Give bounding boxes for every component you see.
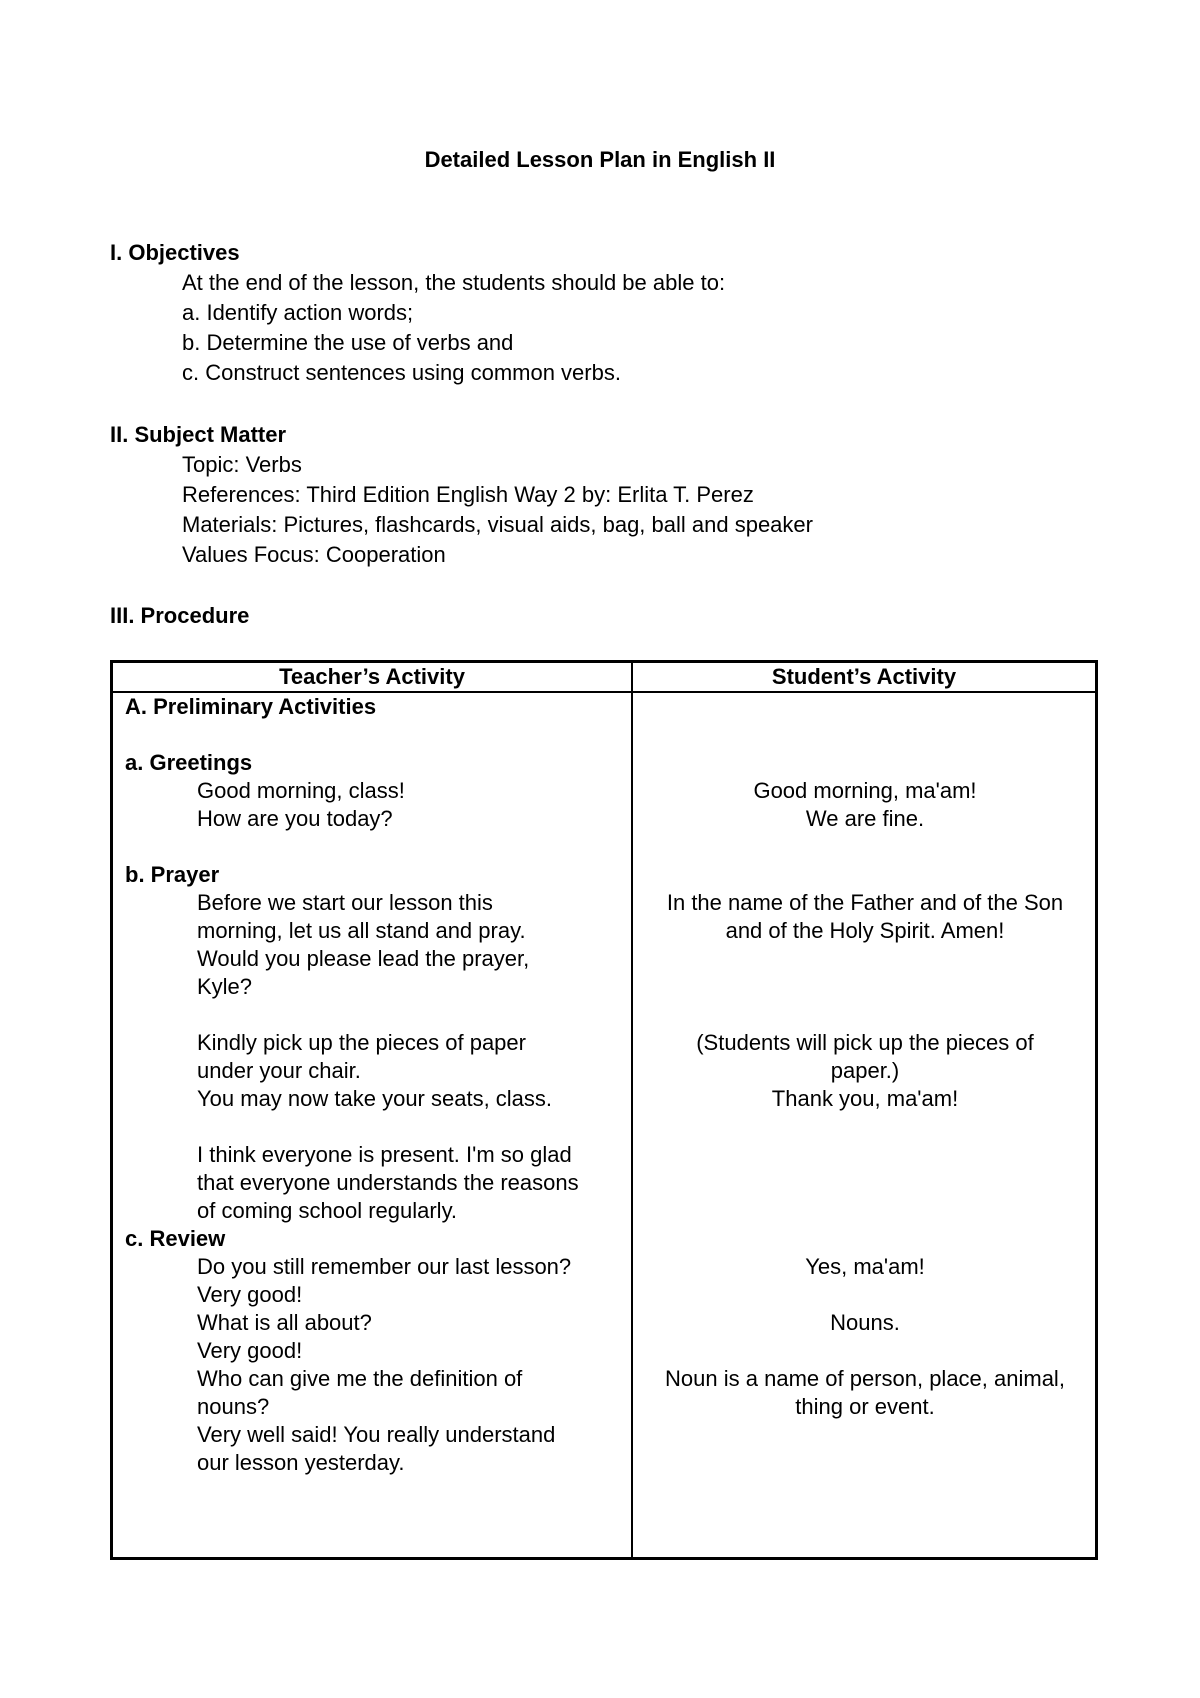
teacher-line: morning, let us all stand and pray. bbox=[197, 918, 526, 943]
teacher-line: nouns? bbox=[197, 1394, 270, 1419]
student-line: (Students will pick up the pieces of bbox=[696, 1030, 1034, 1055]
greetings-student-text bbox=[639, 777, 1091, 833]
teacher-line: I think everyone is present. I'm so glad bbox=[197, 1142, 572, 1167]
teacher-line: Good morning, class! bbox=[197, 778, 405, 803]
teacher-line: that everyone understands the reasons bbox=[197, 1170, 579, 1195]
teacher-line: of coming school regularly. bbox=[197, 1198, 458, 1223]
student-line: We are fine. bbox=[805, 806, 925, 831]
prayer-teacher-text-2 bbox=[197, 1029, 617, 1085]
student-line: Good morning, ma'am! bbox=[753, 778, 977, 803]
subject-matter-section bbox=[110, 420, 1110, 570]
teacher-line: under your chair. bbox=[197, 1058, 361, 1083]
prayer-teacher-text-4 bbox=[197, 1141, 617, 1225]
student-line: Noun is a name of person, place, animal, bbox=[665, 1366, 1065, 1391]
prayer-student-text-2 bbox=[639, 1029, 1091, 1085]
review-student-answer-1: Yes, ma'am! bbox=[805, 1254, 925, 1279]
objectives-line: b. Determine the use of verbs and bbox=[182, 330, 514, 355]
student-line: paper.) bbox=[830, 1058, 900, 1083]
subject-matter-line: Values Focus: Cooperation bbox=[182, 542, 446, 567]
prayer-heading: b. Prayer bbox=[125, 862, 220, 887]
objectives-line: a. Identify action words; bbox=[182, 300, 414, 325]
greetings-teacher-text bbox=[197, 777, 617, 833]
objectives-line: c. Construct sentences using common verbs. bbox=[182, 360, 621, 385]
student-line: In the name of the Father and of the Son bbox=[666, 890, 1064, 915]
objectives-section bbox=[110, 238, 1110, 388]
teacher-line: Very good! bbox=[197, 1338, 303, 1363]
teacher-line: What is all about? bbox=[197, 1310, 372, 1335]
teacher-line: Kyle? bbox=[197, 974, 253, 999]
prayer-teacher-text-1 bbox=[197, 889, 617, 1001]
review-student-answer-2: Nouns. bbox=[830, 1310, 900, 1335]
student-line: thing or event. bbox=[795, 1394, 935, 1419]
preliminary-activities-heading: A. Preliminary Activities bbox=[125, 694, 377, 719]
prayer-teacher-text-3 bbox=[197, 1085, 617, 1113]
student-activity-header: Student’s Activity bbox=[771, 664, 957, 689]
procedure-table bbox=[110, 660, 1098, 1560]
table-header-row bbox=[113, 663, 1095, 693]
objectives-heading: I. Objectives bbox=[110, 240, 240, 265]
document-title: Detailed Lesson Plan in English II bbox=[424, 147, 776, 172]
subject-matter-line: References: Third Edition English Way 2 by: Erlita T. Perez bbox=[182, 482, 754, 507]
review-student-answer-3 bbox=[639, 1365, 1091, 1421]
teacher-line: You may now take your seats, class. bbox=[197, 1086, 553, 1111]
greetings-heading: a. Greetings bbox=[125, 750, 253, 775]
prayer-student-text-3 bbox=[639, 1085, 1091, 1113]
column-divider bbox=[631, 663, 633, 1557]
procedure-section bbox=[110, 601, 1110, 631]
procedure-heading: III. Procedure bbox=[110, 603, 250, 628]
teacher-line: our lesson yesterday. bbox=[197, 1450, 405, 1475]
student-line: Thank you, ma'am! bbox=[771, 1086, 959, 1111]
teacher-line: Very good! bbox=[197, 1282, 303, 1307]
teacher-line: Before we start our lesson this bbox=[197, 890, 493, 915]
teacher-line: Very well said! You really understand bbox=[197, 1422, 556, 1447]
subject-matter-line: Topic: Verbs bbox=[182, 452, 302, 477]
teacher-line: Kindly pick up the pieces of paper bbox=[197, 1030, 526, 1055]
teacher-line: Who can give me the definition of bbox=[197, 1366, 523, 1391]
subject-matter-heading: II. Subject Matter bbox=[110, 422, 287, 447]
teacher-line: Would you please lead the prayer, bbox=[197, 946, 530, 971]
prayer-student-text-1 bbox=[639, 889, 1091, 945]
review-heading: c. Review bbox=[125, 1226, 226, 1251]
review-teacher-text bbox=[197, 1253, 617, 1477]
teacher-line: Do you still remember our last lesson? bbox=[197, 1254, 572, 1279]
teacher-activity-header: Teacher’s Activity bbox=[279, 664, 465, 689]
subject-matter-line: Materials: Pictures, flashcards, visual aids, bag, ball and speaker bbox=[182, 512, 813, 537]
student-line: and of the Holy Spirit. Amen! bbox=[725, 918, 1005, 943]
objectives-line: At the end of the lesson, the students should be able to: bbox=[182, 270, 726, 295]
teacher-line: How are you today? bbox=[197, 806, 393, 831]
